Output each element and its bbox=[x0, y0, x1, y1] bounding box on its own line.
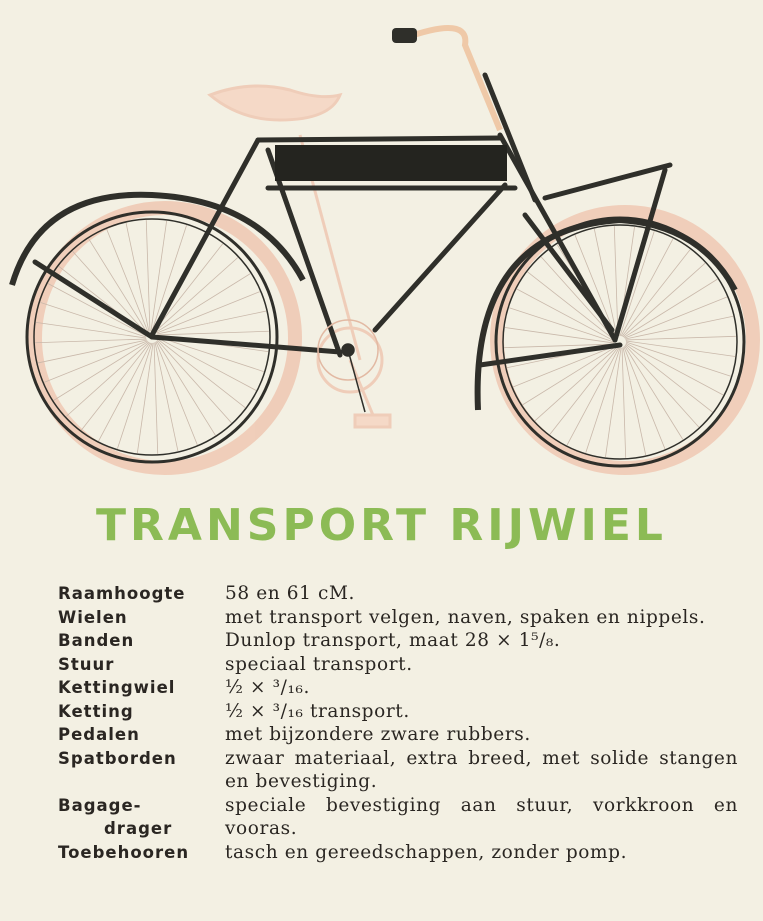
spoke bbox=[126, 223, 149, 332]
spoke bbox=[158, 339, 246, 408]
spec-label-text: Stuur bbox=[58, 654, 115, 674]
spoke bbox=[623, 347, 646, 455]
spoke bbox=[154, 343, 158, 454]
spec-row bbox=[58, 606, 738, 630]
spoke bbox=[625, 345, 699, 427]
spec-value: ½ × ³/₁₆. bbox=[225, 677, 310, 698]
spec-value: speciaal transport. bbox=[225, 653, 413, 675]
spoke bbox=[81, 343, 150, 431]
spec-label-text-2: drager bbox=[104, 819, 173, 838]
spoke bbox=[156, 342, 198, 445]
spoke bbox=[155, 342, 178, 451]
spec-label bbox=[58, 747, 225, 794]
spec-row bbox=[58, 629, 738, 653]
spoke bbox=[624, 279, 718, 337]
spoke bbox=[107, 229, 149, 332]
spec-label-text: Kettingwiel bbox=[58, 678, 176, 697]
spec-value: tasch en gereedschappen, zonder pomp. bbox=[225, 841, 628, 863]
spoke bbox=[535, 347, 617, 421]
handle-grip bbox=[392, 28, 417, 43]
spec-label bbox=[58, 700, 225, 724]
spoke bbox=[157, 341, 216, 435]
spoke bbox=[155, 257, 238, 331]
spec-label bbox=[58, 723, 225, 747]
spoke bbox=[157, 311, 266, 334]
spec-label bbox=[58, 629, 225, 653]
spec-label bbox=[58, 676, 225, 700]
spec-value: met transport velgen, naven, spaken en nippels. bbox=[225, 606, 706, 628]
spoke bbox=[622, 348, 626, 458]
spec-label-text: Bagage- bbox=[58, 795, 142, 815]
spoke bbox=[605, 348, 621, 457]
spoke bbox=[44, 341, 147, 383]
spec-label-text: Raamhoogte bbox=[58, 584, 186, 603]
page-title: TRANSPORT RIJWIEL bbox=[96, 500, 667, 551]
spoke bbox=[35, 339, 146, 343]
bicycle-shadow bbox=[35, 86, 753, 468]
spec-value: ½ × ³/₁₆ transport. bbox=[225, 700, 410, 722]
frame-bag bbox=[275, 145, 507, 181]
spec-row bbox=[58, 723, 738, 747]
spec-value: speciale bevestiging aan stuur, vorkkroon en vooras. bbox=[225, 794, 738, 839]
spec-label bbox=[58, 582, 225, 606]
spoke bbox=[622, 250, 690, 337]
spec-row bbox=[58, 794, 738, 841]
spoke bbox=[157, 340, 231, 423]
spoke bbox=[626, 344, 713, 412]
spoke bbox=[550, 348, 618, 435]
spoke bbox=[154, 244, 223, 332]
spec-table bbox=[58, 582, 738, 864]
spoke bbox=[625, 316, 733, 339]
spoke bbox=[137, 343, 153, 453]
spoke bbox=[625, 346, 683, 440]
spec-label-text: Ketting bbox=[58, 701, 134, 721]
spec-value: zwaar materiaal, extra breed, met solide stangen en bevestiging. bbox=[225, 747, 738, 792]
spec-row bbox=[58, 700, 738, 724]
spoke bbox=[66, 342, 149, 416]
spec-label-text: Toebehooren bbox=[58, 842, 190, 862]
spec-row bbox=[58, 676, 738, 700]
spoke bbox=[505, 327, 614, 343]
spoke bbox=[624, 347, 665, 449]
spec-value: met bijzondere zware rubbers. bbox=[225, 724, 531, 745]
spec-label bbox=[58, 794, 225, 841]
front-wheel bbox=[478, 218, 744, 466]
spoke bbox=[625, 297, 727, 338]
spoke bbox=[54, 342, 148, 401]
spec-row bbox=[58, 582, 738, 606]
spoke bbox=[146, 220, 150, 331]
spec-label bbox=[58, 653, 225, 677]
spec-row bbox=[58, 841, 738, 865]
spec-label bbox=[58, 606, 225, 630]
spoke bbox=[528, 272, 615, 340]
spoke bbox=[626, 341, 735, 357]
spec-row bbox=[58, 747, 738, 794]
spoke bbox=[614, 226, 618, 336]
spoke bbox=[158, 331, 269, 335]
spoke bbox=[38, 340, 147, 363]
spec-value: 58 en 61 cM. bbox=[225, 583, 355, 604]
spec-label bbox=[58, 841, 225, 865]
spec-label-text: Spatborden bbox=[58, 748, 177, 768]
spec-label-text: Banden bbox=[58, 631, 135, 650]
spec-label-text: Wielen bbox=[58, 607, 128, 627]
spoke bbox=[626, 336, 736, 340]
spoke bbox=[89, 239, 148, 333]
spec-row bbox=[58, 653, 738, 677]
spec-value: Dunlop transport, maat 28 × 1⁵/₈. bbox=[225, 630, 561, 651]
spec-label-text: Pedalen bbox=[58, 725, 140, 744]
